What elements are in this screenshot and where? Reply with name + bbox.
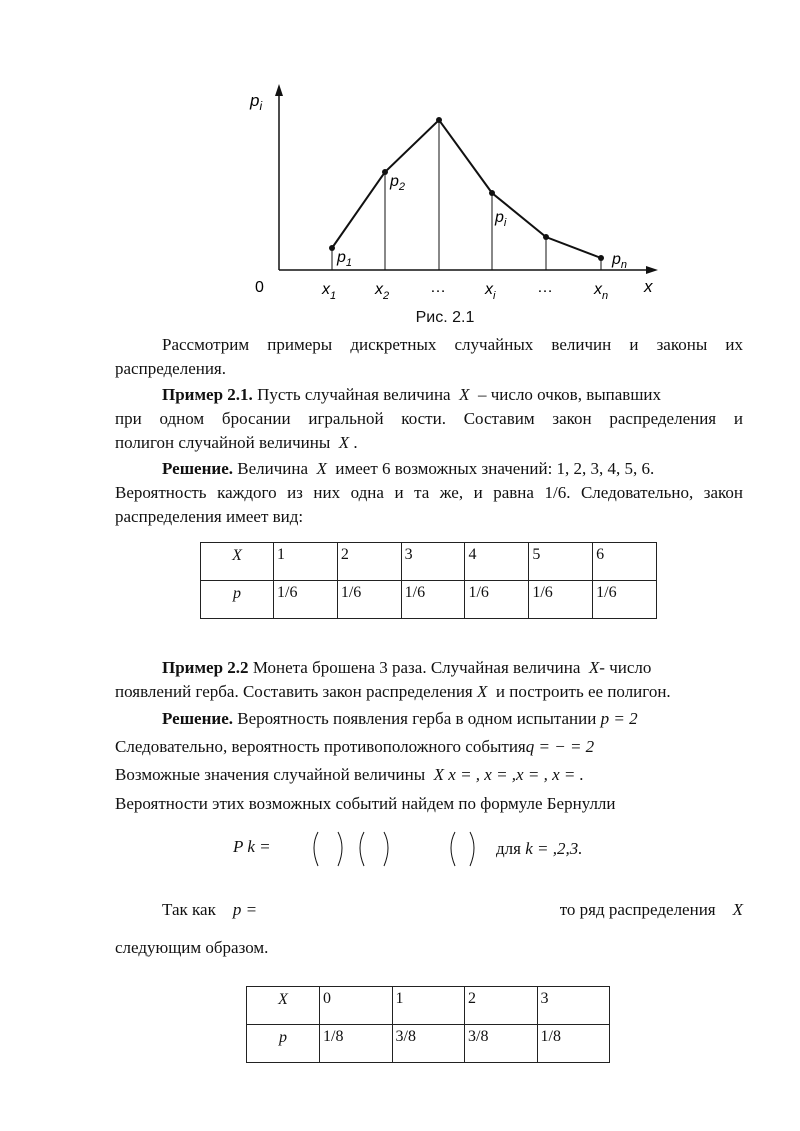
table1-cell: 1 <box>274 543 338 581</box>
tak-kak-line-end: то ряд распределения X <box>559 900 743 919</box>
table1-header-p: p <box>201 581 274 619</box>
sol22-line2: Следовательно, вероятность противоположного событияq = − = 2 <box>115 737 595 756</box>
table1-cell: 1/6 <box>337 581 401 619</box>
point-label-1: $p_1$ <box>337 249 353 269</box>
tak-kak-line: Так как p = <box>162 900 258 919</box>
para1-line1: Рассмотрим примеры дискретных случайных величин и законы их <box>162 335 743 354</box>
table1-cell: 1/6 <box>401 581 465 619</box>
table1-header-x: X <box>201 543 274 581</box>
sol22-label: Решение. <box>162 709 233 728</box>
x-tick-3: … <box>430 279 446 296</box>
table1-cell: 5 <box>529 543 593 581</box>
point-label-i: $p_i$ <box>495 209 507 229</box>
x-tick-5: … <box>537 279 553 296</box>
table1-cell: 1/6 <box>465 581 529 619</box>
x-tick-2: $x_2$ <box>375 281 390 302</box>
table2-cell: 3/8 <box>392 1025 465 1063</box>
after-line2: следующим образом. <box>115 938 269 957</box>
x-tick-6: $x_n$ <box>594 281 609 302</box>
point-label-2: $p_2$ <box>390 173 406 193</box>
y-axis-label: $p_i$ <box>250 91 263 113</box>
x-tick-4: $x_i$ <box>485 281 496 302</box>
x-axis-label: x <box>644 277 653 296</box>
sol21-label: Решение. <box>162 459 233 478</box>
x-tick-1: $x_1$ <box>322 281 337 302</box>
sol21-line2: Вероятность каждого из них одна и та же, и равна 1/6. Следовательно, закон <box>115 483 743 502</box>
point-label-n: $p_n$ <box>612 251 628 271</box>
table2-cell: 1/8 <box>320 1025 393 1063</box>
para1-line2: распределения. <box>115 359 226 378</box>
table1-cell: 6 <box>593 543 657 581</box>
table2-cell: 0 <box>320 987 393 1025</box>
sol22-line3: Возможные значения случайной величины X x = , x = ,x = , x = . <box>115 765 584 784</box>
table1-cell: 1/6 <box>593 581 657 619</box>
table2-cell: 1 <box>392 987 465 1025</box>
table2-row-x <box>247 987 610 1025</box>
distribution-table-2 <box>246 986 610 1063</box>
bernoulli-formula: P k = <box>233 837 271 856</box>
bernoulli-formula-right: для k = ,2,3. <box>496 839 583 858</box>
table1-cell: 3 <box>401 543 465 581</box>
ex22-label: Пример 2.2 <box>162 658 249 677</box>
table2-cell: 1/8 <box>537 1025 610 1063</box>
ex21-label: Пример 2.1. <box>162 385 253 404</box>
ex22-line2: появлений герба. Составить закон распределения X и построить ее полигон. <box>115 682 671 701</box>
table2-cell: 2 <box>465 987 538 1025</box>
table2-row-p <box>247 1025 610 1063</box>
sol21-line1: Решение. Величина X имеет 6 возможных значений: 1, 2, 3, 4, 5, 6. <box>162 459 655 478</box>
table2-header-p: p <box>247 1025 320 1063</box>
table1-cell: 1/6 <box>274 581 338 619</box>
sol22-line4: Вероятности этих возможных событий найдем по формуле Бернулли <box>115 794 616 813</box>
table1-cell: 4 <box>465 543 529 581</box>
ex21-line1: Пример 2.1. Пусть случайная величина X – число очков, выпавших <box>162 385 662 404</box>
figure-caption: Рис. 2.1 <box>415 309 475 326</box>
table2-header-x: X <box>247 987 320 1025</box>
table2-cell: 3 <box>537 987 610 1025</box>
table1-cell: 1/6 <box>529 581 593 619</box>
sol21-line3: распределения имеет вид: <box>115 507 304 526</box>
sol22-line1: Решение. Вероятность появления герба в одном испытании p = 2 <box>162 709 638 728</box>
ex22-line1: Пример 2.2 Монета брошена 3 раза. Случайная величина X- число <box>162 658 652 677</box>
ex21-line2: при одном бросании игральной кости. Составим закон распределения и <box>115 409 743 428</box>
table2-cell: 3/8 <box>465 1025 538 1063</box>
table1-cell: 2 <box>337 543 401 581</box>
origin-label: 0 <box>255 279 264 296</box>
ex21-line3: полигон случайной величины X . <box>115 433 358 452</box>
